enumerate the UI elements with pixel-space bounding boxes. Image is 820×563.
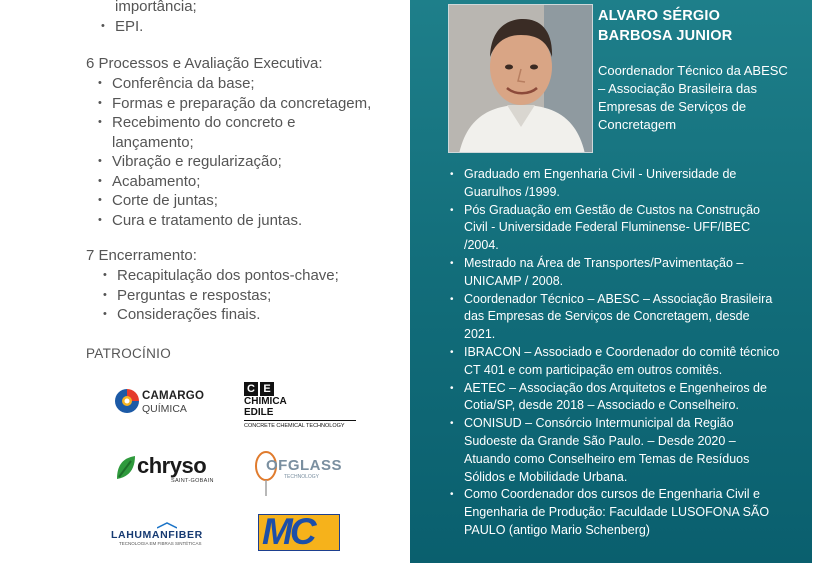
ofglass-name: OFGLASS xyxy=(266,457,343,474)
section-6-title: 6 Processos e Avaliação Executiva: xyxy=(86,55,323,72)
camargo-name: CAMARGO xyxy=(142,390,205,402)
section-5-list-tail xyxy=(115,0,197,36)
chryso-logo xyxy=(115,454,221,488)
speaker-role: Coordenador Técnico da ABESC – Associação Brasileira das Empresas de Serviços de Concretagem xyxy=(598,63,788,132)
mc-name: MC xyxy=(262,514,314,551)
bio-item: • AETEC – Associação dos Arquitetos e Engenheiros de Cotia/SP, desde 2018 – Associado e Conselheiro. xyxy=(464,380,784,416)
chimica-c-box: C xyxy=(244,382,258,396)
chimica-name-line1: CHIMICA xyxy=(244,396,287,407)
speaker-bio-list xyxy=(464,166,784,540)
speaker-panel xyxy=(410,0,812,563)
list-item: • Conferência da base; xyxy=(112,74,402,94)
chimica-divider xyxy=(244,420,356,421)
list-item: • Perguntas e respostas; xyxy=(117,286,397,306)
chimica-edile-logo xyxy=(244,382,360,432)
chryso-leaf-icon xyxy=(115,455,137,481)
list-item: • Recapitulação dos pontos-chave; xyxy=(117,266,397,286)
bio-item: • Como Coordenador dos cursos de Engenharia Civil e Engenharia de Produção: Faculdade LUSOFONA SÃO PAULO (antigo Mario Schenberg) xyxy=(464,486,784,539)
camargo-quimica-logo xyxy=(114,387,214,417)
section-6-list xyxy=(112,74,402,230)
list-item: • Considerações finais. xyxy=(117,305,397,325)
speaker-name: ALVARO SÉRGIO BARBOSA JUNIOR xyxy=(598,8,733,44)
camargo-subtitle: QUÍMICA xyxy=(142,403,187,415)
speaker-photo xyxy=(448,4,593,153)
list-item: importância; xyxy=(115,0,197,15)
chimica-name-line2: EDILE xyxy=(244,407,274,418)
chimica-e-box: E xyxy=(260,382,274,396)
list-item: • Cura e tratamento de juntas. xyxy=(112,211,402,231)
sponsors-title: PATROCÍNIO xyxy=(86,346,172,361)
ofglass-logo xyxy=(254,450,348,502)
chimica-tagline: CONCRETE CHEMICAL TECHNOLOGY xyxy=(244,423,345,429)
bio-item: • Pós Graduação em Gestão de Custos na Construção Civil - Universidade Federal Fluminense- UFF/IBEC /2004. xyxy=(464,202,784,255)
chryso-name: chryso xyxy=(137,453,207,478)
bio-item: • Coordenador Técnico – ABESC – Associação Brasileira das Empresas de Serviços de Concretagem, desde 2021. xyxy=(464,291,784,344)
list-item: • Acabamento; xyxy=(112,172,402,192)
bio-item: • Mestrado na Área de Transportes/Pavimentação – UNICAMP / 2008. xyxy=(464,255,784,291)
camargo-emblem-icon xyxy=(114,387,140,415)
mc-logo xyxy=(258,514,340,551)
ofglass-tagline: TECHNOLOGY xyxy=(284,474,320,480)
lahuman-name: LAHUMANFIBER xyxy=(111,529,203,541)
bio-item: • CONISUD – Consórcio Intermunicipal da Região Sudoeste da Grande São Paulo. – Desde 2020 – Atuando como Conselheiro em Temas de Resíduos Sólidos e Mobilidade Urbana. xyxy=(464,415,784,486)
section-7-title: 7 Encerramento: xyxy=(86,247,197,264)
bio-item: • IBRACON – Associado e Coordenador do comitê técnico CT 401 e com participação em outros comitês. xyxy=(464,344,784,380)
list-item: • EPI. xyxy=(115,17,197,37)
lahuman-fiber-logo xyxy=(111,522,223,548)
lahuman-tagline: TECNOLOGIA EM FIBRAS SINTÉTICAS xyxy=(119,541,202,546)
speaker-portrait-image xyxy=(449,5,593,153)
list-item: • Formas e preparação da concretagem, xyxy=(112,94,402,114)
bio-item: • Graduado em Engenharia Civil - Universidade de Guarulhos /1999. xyxy=(464,166,784,202)
list-item: • Vibração e regularização; xyxy=(112,152,402,172)
section-7-list xyxy=(117,266,397,325)
list-item: • Corte de juntas; xyxy=(112,191,402,211)
list-item: • Recebimento do concreto e lançamento; xyxy=(112,113,322,152)
chryso-tagline: SAINT-GOBAIN xyxy=(171,478,214,484)
